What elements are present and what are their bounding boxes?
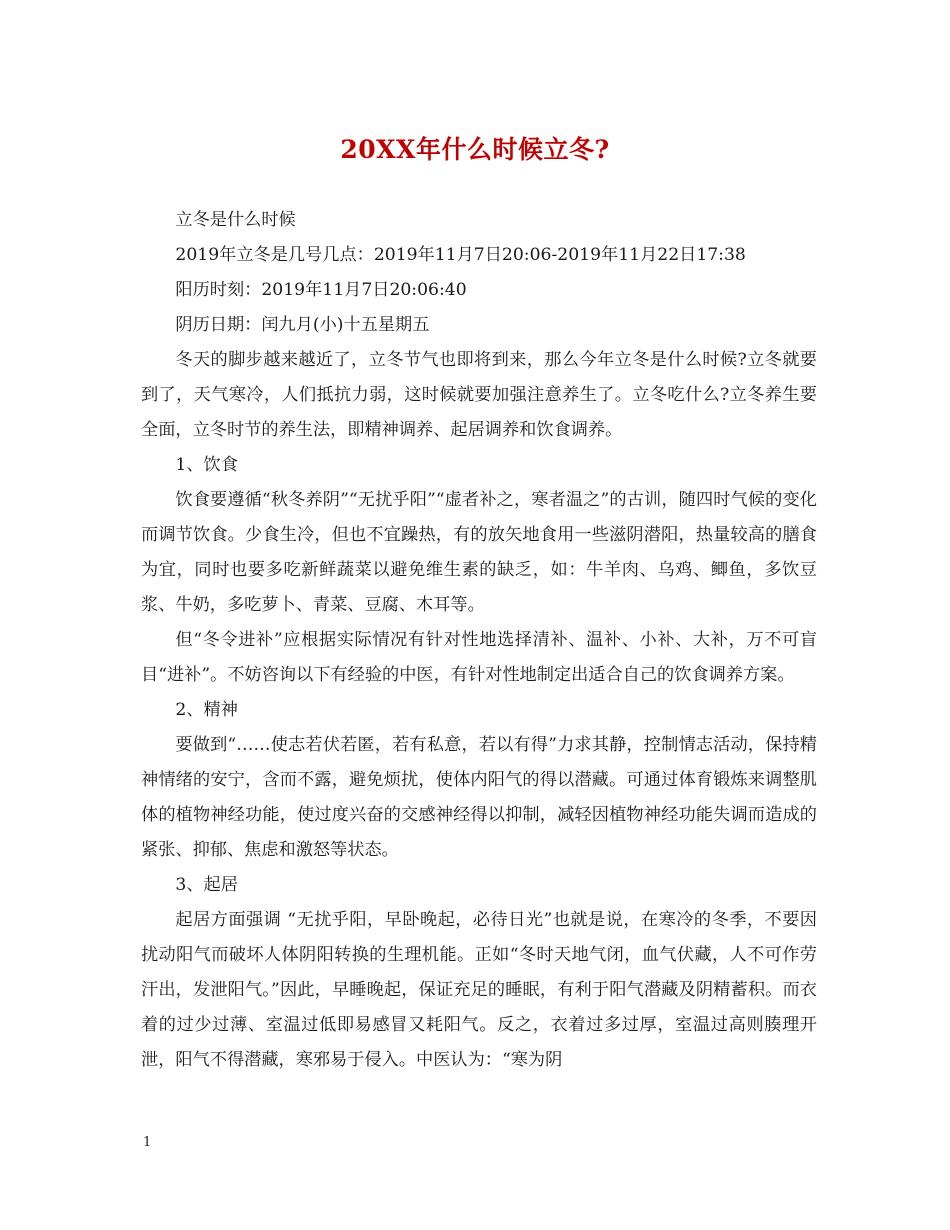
paragraph: 冬天的脚步越来越近了，立冬节气也即将到来，那么今年立冬是什么时候?立冬就要到了，天气寒冷，人们抵抗力弱，这时候就要加强注意养生了。立冬吃什么?立冬养生要全面，立冬时节的养生法，即精神调养、起居调养和饮食调养。 bbox=[141, 350, 817, 440]
paragraph: 要做到“……使志若伏若匿，若有私意，若以有得”力求其静，控制情志活动，保持精神情绪的安宁，含而不露，避免烦扰，使体内阳气的得以潜藏。可通过体育锻炼来调整肌体的植物神经功能，使过度兴奋的交感神经得以抑制，减轻因植物神经功能失调而造成的紧张、抑郁、焦虑和激怒等状态。 bbox=[141, 735, 817, 860]
page-number: 1 bbox=[143, 1135, 152, 1150]
paragraph: 阴历日期：闰九月(小)十五星期五 bbox=[175, 315, 430, 335]
paragraph: 阳历时刻：2019年11月7日20:06:40 bbox=[175, 280, 467, 300]
section-heading: 1、饮食 bbox=[175, 455, 238, 475]
paragraph: 2019年立冬是几号几点：2019年11月7日20:06-2019年11月22日17:38 bbox=[175, 245, 746, 265]
paragraph: 但“冬令进补”应根据实际情况有针对性地选择清补、温补、小补、大补，万不可盲目“进补”。不妨咨询以下有经验的中医，有针对性地制定出适合自己的饮食调养方案。 bbox=[141, 630, 817, 685]
section-heading: 3、起居 bbox=[175, 875, 238, 895]
document-title: 20XX年什么时候立冬? bbox=[340, 135, 610, 164]
section-heading: 2、精神 bbox=[175, 700, 238, 720]
paragraph: 饮食要遵循“秋冬养阴”“无扰乎阳”“虚者补之，寒者温之”的古训，随四时气候的变化而调节饮食。少食生冷，但也不宜躁热，有的放矢地食用一些滋阴潜阳，热量较高的膳食为宜，同时也要多吃新鲜蔬菜以避免维生素的缺乏，如：牛羊肉、乌鸡、鲫鱼，多饮豆浆、牛奶，多吃萝卜、青菜、豆腐、木耳等。 bbox=[141, 490, 817, 615]
document-body bbox=[141, 203, 817, 1078]
paragraph: 起居方面强调 “无扰乎阳，早卧晚起，必待日光”也就是说，在寒冷的冬季，不要因扰动阳气而破坏人体阴阳转换的生理机能。正如“冬时天地气闭，血气伏藏，人不可作劳汗出，发泄阳气。”因此，早睡晚起，保证充足的睡眠，有利于阳气潜藏及阴精蓄积。而衣着的过少过薄、室温过低即易感冒又耗阳气。反之，衣着过多过厚，室温过高则腠理开泄，阳气不得潜藏，寒邪易于侵入。中医认为：“寒为阴 bbox=[141, 910, 817, 1070]
paragraph: 立冬是什么时候 bbox=[175, 210, 296, 230]
